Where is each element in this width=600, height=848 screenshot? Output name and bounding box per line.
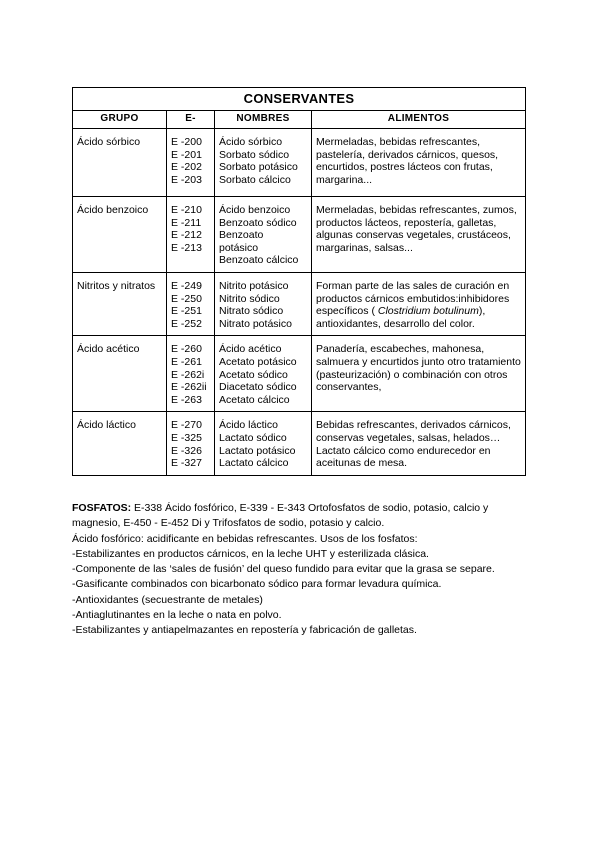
fosfatos-section xyxy=(72,501,527,639)
fosfatos-line: -Gasificante combinados con bicarbonato sódico para formar levadura química. xyxy=(72,578,442,591)
code: E -326 xyxy=(171,444,202,457)
name: Sorbato cálcico xyxy=(219,173,291,186)
group-cell: Ácido benzoico xyxy=(73,197,167,273)
group-cell: Ácido láctico xyxy=(73,412,167,476)
code: E -327 xyxy=(171,457,202,470)
names-cell xyxy=(215,336,312,412)
codes-cell xyxy=(167,336,215,412)
fosfatos-intro xyxy=(72,501,527,532)
names-cell xyxy=(215,129,312,197)
group-cell: Ácido sórbico xyxy=(73,129,167,197)
table-row xyxy=(73,129,526,197)
name: Ácido láctico xyxy=(219,419,278,432)
name: Nitrito sódico xyxy=(219,292,280,305)
code: E -203 xyxy=(171,173,202,186)
code: E -210 xyxy=(171,204,202,216)
header-grupo: GRUPO xyxy=(73,111,167,129)
conservantes-table xyxy=(72,87,526,476)
name: Lactato sódico xyxy=(219,431,287,444)
name: Nitrato potásico xyxy=(219,317,292,330)
name: Sorbato sódico xyxy=(219,148,290,161)
table-row xyxy=(73,412,526,476)
fosfatos-line: -Estabilizantes en productos cárnicos, en la leche UHT y esterilizada clásica. xyxy=(72,547,429,560)
name: Benzoato cálcico xyxy=(219,254,299,267)
code: E -325 xyxy=(171,431,202,444)
fosfatos-line: -Antiaglutinantes en la leche o nata en polvo. xyxy=(72,609,282,622)
table-row xyxy=(73,336,526,412)
code: E -270 xyxy=(171,419,202,432)
name: Nitrato sódico xyxy=(219,305,284,318)
code: E -201 xyxy=(171,148,202,161)
name: Sorbato potásico xyxy=(219,161,298,174)
code: E -251 xyxy=(171,305,202,318)
name: Nitrito potásico xyxy=(219,279,289,292)
header-e: E- xyxy=(167,111,215,129)
codes-cell xyxy=(167,272,215,335)
foods-cell: Mermeladas, bebidas refrescantes, zumos, productos lácteos, repostería, galletas, algunas conservas vegetales, crustáceos, margarinas, salsas... xyxy=(312,197,526,273)
fosfatos-intro-text: E-338 Ácido fosfórico, E-339 - E-343 Ortofosfatos de sodio, potasio, calcio y magnesio, E-450 - E-452 Di y Trifosfatos de sodio, potasio y calcio. xyxy=(72,502,489,530)
code: E -263 xyxy=(171,393,202,406)
code: E -212 xyxy=(171,229,202,242)
code: E -211 xyxy=(171,216,202,229)
code: E -262i xyxy=(171,368,205,381)
header-nombres: NOMBRES xyxy=(215,111,312,129)
codes-cell xyxy=(167,129,215,197)
name: Ácido benzoico xyxy=(219,204,291,216)
codes-cell xyxy=(167,197,215,273)
table-title: CONSERVANTES xyxy=(73,88,526,111)
foods-italic: Clostridium botulinum xyxy=(377,305,479,318)
name: Acetato sódico xyxy=(219,368,288,381)
code: E -200 xyxy=(171,136,202,148)
header-alimentos: ALIMENTOS xyxy=(312,111,526,129)
foods-cell: Panadería, escabeches, mahonesa, salmuera y encurtidos junto otro tratamiento (pasteurización) o combinación con otros conservantes, xyxy=(312,336,526,412)
name: Acetato potásico xyxy=(219,355,297,368)
name: Diacetato sódico xyxy=(219,381,297,394)
fosfatos-line: -Antioxidantes (secuestrante de metales) xyxy=(72,593,263,606)
code: E -261 xyxy=(171,355,202,368)
code: E -260 xyxy=(171,343,202,356)
code: E -250 xyxy=(171,292,202,305)
codes-cell xyxy=(167,412,215,476)
names-cell xyxy=(215,272,312,335)
foods-cell: Bebidas refrescantes, derivados cárnicos, conservas vegetales, salsas, helados… Lactato cálcico como endurecedor en aceitunas de mesa. xyxy=(312,412,526,476)
name: Lactato cálcico xyxy=(219,457,289,470)
foods-text: Forman parte de las sales de curación en productos cárnicos embutidos:inhibidores específicos ( xyxy=(316,279,510,318)
name: Lactato potásico xyxy=(219,444,296,457)
foods-text: ), antioxidantes, desarrollo del color. xyxy=(316,305,486,330)
foods-cell: Mermeladas, bebidas refrescantes, pastelería, derivados cárnicos, quesos, encurtidos, postres lácteos con frutas, margarina... xyxy=(312,129,526,197)
code: E -262ii xyxy=(171,381,207,394)
name: Acetato cálcico xyxy=(219,393,290,406)
name: Ácido sórbico xyxy=(219,136,283,148)
group-cell: Ácido acético xyxy=(73,336,167,412)
name: Benzoato sódico xyxy=(219,216,297,229)
name: potásico xyxy=(219,241,259,254)
name: Benzoato xyxy=(219,229,264,242)
fosfatos-line: -Componente de las ‘sales de fusión’ del queso fundido para evitar que la grasa se separe. xyxy=(72,563,495,576)
group-cell: Nitritos y nitratos xyxy=(73,272,167,335)
table-row xyxy=(73,197,526,273)
names-cell xyxy=(215,197,312,273)
name: Ácido acético xyxy=(219,343,282,356)
fosfatos-line: -Estabilizantes y antiapelmazantes en repostería y fabricación de galletas. xyxy=(72,624,417,637)
fosfatos-label: FOSFATOS: xyxy=(72,502,132,514)
fosfatos-line: Ácido fosfórico: acidificante en bebidas refrescantes. Usos de los fosfatos: xyxy=(72,532,418,545)
table-row xyxy=(73,272,526,335)
names-cell xyxy=(215,412,312,476)
foods-cell xyxy=(312,272,526,335)
code: E -252 xyxy=(171,317,202,330)
code: E -213 xyxy=(171,241,202,254)
code: E -202 xyxy=(171,161,202,174)
code: E -249 xyxy=(171,279,202,292)
